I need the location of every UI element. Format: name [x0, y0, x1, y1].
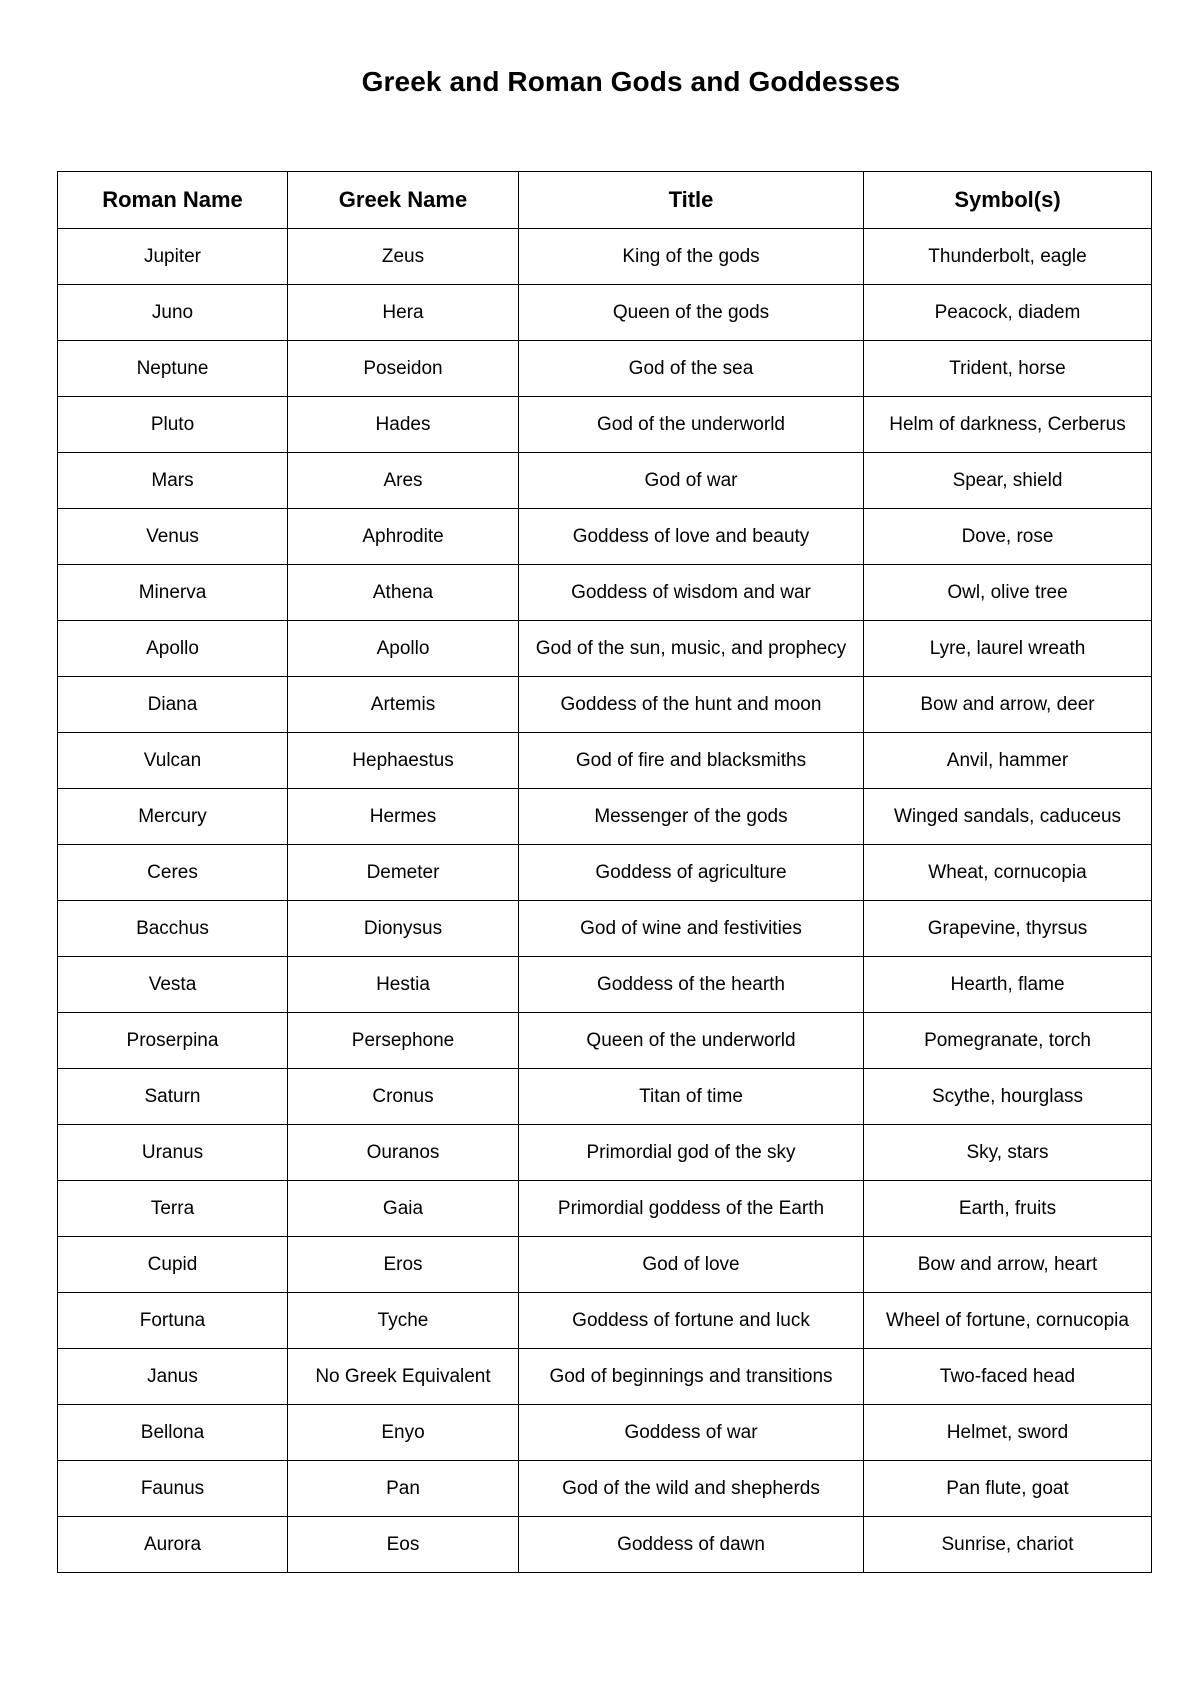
cell-greek-name: Hestia: [288, 957, 519, 1013]
table-row: [58, 901, 1152, 957]
table-row: [58, 677, 1152, 733]
cell-roman-name: Terra: [58, 1181, 288, 1237]
cell-symbols: Dove, rose: [864, 509, 1152, 565]
table-row: [58, 1181, 1152, 1237]
cell-greek-name: Poseidon: [288, 341, 519, 397]
cell-title: Goddess of agriculture: [519, 845, 864, 901]
table-row: [58, 1349, 1152, 1405]
cell-greek-name: Enyo: [288, 1405, 519, 1461]
cell-roman-name: Janus: [58, 1349, 288, 1405]
cell-symbols: Grapevine, thyrsus: [864, 901, 1152, 957]
cell-symbols: Anvil, hammer: [864, 733, 1152, 789]
cell-greek-name: Hephaestus: [288, 733, 519, 789]
cell-greek-name: Tyche: [288, 1293, 519, 1349]
cell-symbols: Wheat, cornucopia: [864, 845, 1152, 901]
cell-title: Titan of time: [519, 1069, 864, 1125]
table-row: [58, 229, 1152, 285]
cell-title: Goddess of wisdom and war: [519, 565, 864, 621]
cell-greek-name: Gaia: [288, 1181, 519, 1237]
table-row: [58, 285, 1152, 341]
cell-title: Goddess of love and beauty: [519, 509, 864, 565]
cell-roman-name: Mars: [58, 453, 288, 509]
table-row: [58, 453, 1152, 509]
cell-title: God of wine and festivities: [519, 901, 864, 957]
cell-roman-name: Proserpina: [58, 1013, 288, 1069]
table-row: [58, 845, 1152, 901]
cell-symbols: Earth, fruits: [864, 1181, 1152, 1237]
table-row: [58, 1237, 1152, 1293]
cell-roman-name: Cupid: [58, 1237, 288, 1293]
cell-title: Goddess of the hunt and moon: [519, 677, 864, 733]
cell-roman-name: Juno: [58, 285, 288, 341]
cell-greek-name: Aphrodite: [288, 509, 519, 565]
cell-roman-name: Venus: [58, 509, 288, 565]
cell-roman-name: Vulcan: [58, 733, 288, 789]
cell-symbols: Lyre, laurel wreath: [864, 621, 1152, 677]
header-title: Title: [519, 172, 864, 229]
cell-greek-name: Eros: [288, 1237, 519, 1293]
cell-symbols: Pan flute, goat: [864, 1461, 1152, 1517]
cell-roman-name: Neptune: [58, 341, 288, 397]
table-row: [58, 1069, 1152, 1125]
cell-symbols: Hearth, flame: [864, 957, 1152, 1013]
cell-title: Queen of the underworld: [519, 1013, 864, 1069]
cell-roman-name: Bacchus: [58, 901, 288, 957]
table-row: [58, 1125, 1152, 1181]
cell-roman-name: Jupiter: [58, 229, 288, 285]
cell-title: God of the sea: [519, 341, 864, 397]
cell-symbols: Owl, olive tree: [864, 565, 1152, 621]
table-body: [58, 229, 1152, 1573]
cell-title: God of the sun, music, and prophecy: [519, 621, 864, 677]
table-row: [58, 1517, 1152, 1573]
cell-greek-name: Persephone: [288, 1013, 519, 1069]
cell-symbols: Wheel of fortune, cornucopia: [864, 1293, 1152, 1349]
cell-title: God of the wild and shepherds: [519, 1461, 864, 1517]
cell-greek-name: No Greek Equivalent: [288, 1349, 519, 1405]
header-row: [58, 172, 1152, 229]
cell-symbols: Sunrise, chariot: [864, 1517, 1152, 1573]
cell-roman-name: Ceres: [58, 845, 288, 901]
cell-symbols: Winged sandals, caduceus: [864, 789, 1152, 845]
table-row: [58, 1461, 1152, 1517]
cell-roman-name: Faunus: [58, 1461, 288, 1517]
cell-roman-name: Apollo: [58, 621, 288, 677]
header-greek-name: Greek Name: [288, 172, 519, 229]
cell-title: Primordial goddess of the Earth: [519, 1181, 864, 1237]
table-row: [58, 1293, 1152, 1349]
cell-greek-name: Demeter: [288, 845, 519, 901]
cell-symbols: Helm of darkness, Cerberus: [864, 397, 1152, 453]
table-row: [58, 789, 1152, 845]
cell-title: Messenger of the gods: [519, 789, 864, 845]
cell-title: Goddess of dawn: [519, 1517, 864, 1573]
cell-greek-name: Athena: [288, 565, 519, 621]
cell-greek-name: Dionysus: [288, 901, 519, 957]
table-row: [58, 621, 1152, 677]
table-header: [58, 172, 1152, 229]
cell-symbols: Trident, horse: [864, 341, 1152, 397]
cell-greek-name: Pan: [288, 1461, 519, 1517]
cell-roman-name: Minerva: [58, 565, 288, 621]
cell-title: Goddess of the hearth: [519, 957, 864, 1013]
cell-roman-name: Mercury: [58, 789, 288, 845]
page-title: Greek and Roman Gods and Goddesses: [361, 66, 901, 97]
cell-symbols: Bow and arrow, heart: [864, 1237, 1152, 1293]
cell-roman-name: Bellona: [58, 1405, 288, 1461]
table-row: [58, 733, 1152, 789]
cell-greek-name: Zeus: [288, 229, 519, 285]
cell-symbols: Bow and arrow, deer: [864, 677, 1152, 733]
cell-title: King of the gods: [519, 229, 864, 285]
cell-title: Goddess of fortune and luck: [519, 1293, 864, 1349]
cell-symbols: Sky, stars: [864, 1125, 1152, 1181]
gods-table: [57, 171, 1152, 1573]
cell-roman-name: Uranus: [58, 1125, 288, 1181]
cell-greek-name: Cronus: [288, 1069, 519, 1125]
cell-greek-name: Hermes: [288, 789, 519, 845]
cell-greek-name: Hades: [288, 397, 519, 453]
cell-title: God of fire and blacksmiths: [519, 733, 864, 789]
table-row: [58, 509, 1152, 565]
cell-title: God of beginnings and transitions: [519, 1349, 864, 1405]
cell-symbols: Scythe, hourglass: [864, 1069, 1152, 1125]
table-row: [58, 1405, 1152, 1461]
table-row: [58, 341, 1152, 397]
cell-symbols: Pomegranate, torch: [864, 1013, 1152, 1069]
cell-roman-name: Aurora: [58, 1517, 288, 1573]
cell-title: God of love: [519, 1237, 864, 1293]
table-row: [58, 397, 1152, 453]
cell-title: God of war: [519, 453, 864, 509]
table-row: [58, 957, 1152, 1013]
cell-greek-name: Ares: [288, 453, 519, 509]
table-row: [58, 1013, 1152, 1069]
table-row: [58, 565, 1152, 621]
header-symbols: Symbol(s): [864, 172, 1152, 229]
cell-roman-name: Pluto: [58, 397, 288, 453]
cell-title: God of the underworld: [519, 397, 864, 453]
cell-roman-name: Vesta: [58, 957, 288, 1013]
cell-roman-name: Fortuna: [58, 1293, 288, 1349]
cell-greek-name: Eos: [288, 1517, 519, 1573]
cell-greek-name: Hera: [288, 285, 519, 341]
cell-greek-name: Artemis: [288, 677, 519, 733]
cell-symbols: Helmet, sword: [864, 1405, 1152, 1461]
cell-title: Primordial god of the sky: [519, 1125, 864, 1181]
cell-title: Queen of the gods: [519, 285, 864, 341]
cell-roman-name: Saturn: [58, 1069, 288, 1125]
cell-symbols: Two-faced head: [864, 1349, 1152, 1405]
cell-symbols: Peacock, diadem: [864, 285, 1152, 341]
header-roman-name: Roman Name: [58, 172, 288, 229]
cell-greek-name: Apollo: [288, 621, 519, 677]
cell-roman-name: Diana: [58, 677, 288, 733]
cell-greek-name: Ouranos: [288, 1125, 519, 1181]
cell-symbols: Spear, shield: [864, 453, 1152, 509]
cell-title: Goddess of war: [519, 1405, 864, 1461]
cell-symbols: Thunderbolt, eagle: [864, 229, 1152, 285]
